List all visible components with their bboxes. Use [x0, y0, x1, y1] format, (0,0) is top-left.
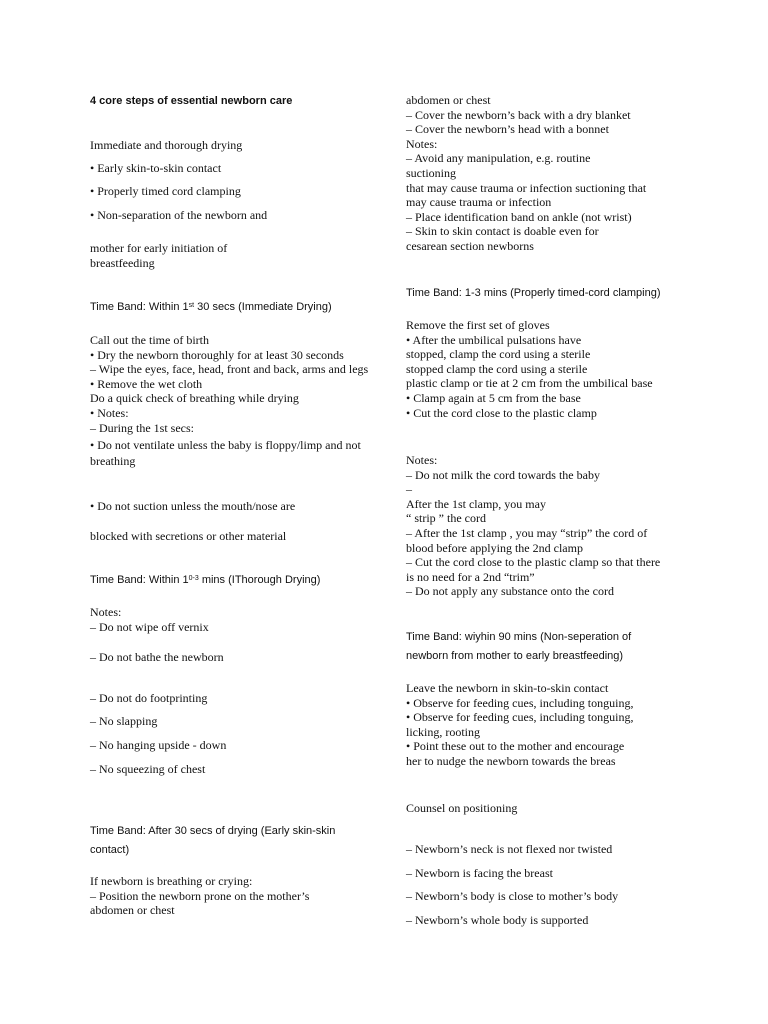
text-line: – Cover the newborn’s back with a dry blanket [406, 107, 631, 122]
text-line: • Observe for feeding cues, including tonguing, [406, 710, 634, 725]
text-line: – During the 1st secs: [90, 420, 194, 435]
intro-item: Immediate and thorough drying [90, 138, 243, 152]
text-line: cesarean section newborns [406, 238, 534, 253]
time-band-text: Time Band: After 30 secs of drying (Early skin-skin [90, 825, 336, 837]
text-line: stopped, clamp the cord using a sterile [406, 347, 591, 362]
text-line: • Notes: [90, 405, 129, 420]
intro-item: • Early skin-to-skin contact [90, 161, 222, 175]
list-item: – Newborn’s body is close to mother’s body [406, 889, 619, 903]
text-line: Notes: [406, 136, 438, 151]
band1-body [90, 333, 380, 469]
band4-notes [406, 453, 706, 599]
text-line: If newborn is breathing or crying: [90, 874, 253, 888]
time-band-heading [90, 298, 380, 317]
text-line: Notes: [90, 605, 122, 619]
intro-continuation [90, 241, 380, 270]
intro-item: • Properly timed cord clamping [90, 184, 241, 198]
text-line: • Dry the newborn thoroughly for at least 30 seconds [90, 347, 344, 362]
text-line: Do a quick check of breathing while drying [90, 391, 299, 406]
text-line: After the 1st clamp, you may [406, 496, 546, 511]
text-line: blocked with secretions or other material [90, 529, 287, 543]
band4-body [406, 318, 706, 420]
text-line: abdomen or chest [90, 903, 175, 918]
time-band-text: mins (IThorough Drying) [198, 574, 321, 586]
superscript: st [188, 302, 195, 309]
time-band-text: contact) [90, 844, 130, 856]
text-line: suctioning [406, 165, 456, 180]
text-line: – After the 1st clamp , you may “strip” the cord of [406, 525, 648, 540]
text-line: may cause trauma or infection [406, 195, 552, 210]
list-item: – No slapping [90, 714, 158, 728]
text-line: blood before applying the 2nd clamp [406, 540, 583, 555]
text-line: • Point these out to the mother and encourage [406, 739, 625, 754]
counsel-heading: Counsel on positioning [406, 801, 518, 815]
text-line: – Do not wipe off vernix [90, 619, 209, 634]
band3-body [90, 874, 380, 918]
list-item: – Newborn’s whole body is supported [406, 913, 589, 927]
text-line: Remove the first set of gloves [406, 318, 550, 332]
text-line: licking, rooting [406, 724, 480, 739]
time-band-text: Time Band: Within 1 [90, 574, 189, 586]
text-line: – Wipe the eyes, face, head, front and back, arms and legs [90, 362, 369, 377]
time-band-heading: Time Band: 1-3 mins (Properly timed-cord clamping) [406, 287, 661, 299]
text-line: • After the umbilical pulsations have [406, 332, 582, 347]
text-line: – [406, 482, 412, 497]
superscript: 0-3 [188, 575, 199, 582]
text-line: • Observe for feeding cues, including tonguing, [406, 695, 634, 710]
list-item: – Newborn’s neck is not flexed nor twisted [406, 842, 613, 856]
text-line: her to nudge the newborn towards the breas [406, 753, 616, 768]
text-line: – Skin to skin contact is doable even for [406, 224, 599, 239]
text-line: • Clamp again at 5 cm from the base [406, 390, 581, 405]
time-band-heading [406, 628, 706, 666]
text-line: – Do not apply any substance onto the cord [406, 584, 614, 599]
continued-body [406, 93, 706, 254]
time-band-text: Time Band: Within 1 [90, 301, 189, 313]
text-line: Notes: [406, 453, 438, 467]
time-band-heading [90, 571, 380, 590]
text-line: • Cut the cord close to the plastic clamp [406, 405, 597, 420]
time-band-text: Time Band: wiyhin 90 mins (Non-seperation of [406, 631, 632, 643]
intro-item: • Non-separation of the newborn and [90, 208, 268, 222]
list-item: – Do not bathe the newborn [90, 650, 224, 664]
time-band-heading [90, 822, 380, 860]
text-line: stopped clamp the cord using a sterile [406, 361, 588, 376]
list-item: – No squeezing of chest [90, 762, 206, 776]
band5-body [406, 681, 706, 769]
list-item: – No hanging upside - down [90, 738, 227, 752]
time-band-text: 30 secs (Immediate Drying) [194, 301, 332, 313]
band2-notes [90, 605, 380, 634]
text-line: mother for early initiation of [90, 241, 228, 255]
text-line: • Do not suction unless the mouth/nose are [90, 499, 296, 513]
text-line: Leave the newborn in skin-to-skin contact [406, 681, 609, 695]
list-item: – Newborn is facing the breast [406, 866, 553, 880]
text-line: • Do not ventilate unless the baby is floppy/limp and not breathing [90, 438, 361, 469]
text-line: – Place identification band on ankle (not wrist) [406, 209, 632, 224]
text-line: Call out the time of birth [90, 333, 209, 347]
document-title: 4 core steps of essential newborn care [90, 95, 293, 107]
text-line: – Avoid any manipulation, e.g. routine [406, 151, 591, 166]
text-line: – Cut the cord close to the plastic clamp so that there [406, 555, 661, 570]
text-line: breastfeeding [90, 255, 155, 270]
text-line: abdomen or chest [406, 93, 491, 107]
text-line: plastic clamp or tie at 2 cm from the umbilical base [406, 376, 653, 391]
text-line: “ strip ” the cord [406, 511, 486, 526]
text-line: – Cover the newborn’s head with a bonnet [406, 122, 609, 137]
text-line: is no need for a 2nd “trim” [406, 569, 535, 584]
list-item: – Do not do footprinting [90, 691, 208, 705]
text-line: – Position the newborn prone on the mother’s [90, 888, 310, 903]
text-line: – Do not milk the cord towards the baby [406, 467, 600, 482]
time-band-text: newborn from mother to early breastfeeding) [406, 650, 624, 662]
text-line: that may cause trauma or infection suctioning that [406, 180, 647, 195]
text-line: • Remove the wet cloth [90, 376, 203, 391]
